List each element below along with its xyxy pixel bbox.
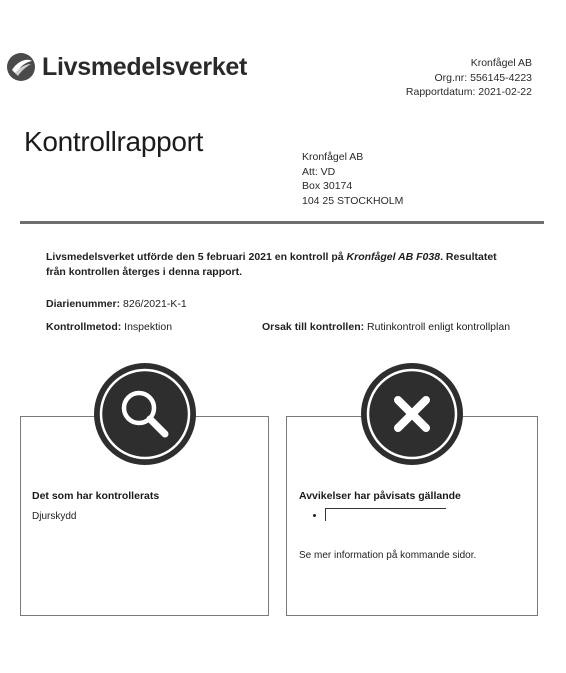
intro-paragraph <box>46 250 516 280</box>
reason-row <box>262 321 510 333</box>
address-line: Att: VD <box>302 165 336 178</box>
intro-company: Kronfågel AB F038 <box>346 251 441 263</box>
header-report-date: Rapportdatum: 2021-02-22 <box>405 86 532 98</box>
address-line: Kronfågel AB <box>302 151 364 163</box>
method-value: Inspektion <box>124 321 173 333</box>
logo-text: Livsmedelsverket <box>42 52 248 81</box>
reason-label: Orsak till kontrollen: <box>262 321 365 333</box>
bullet-icon <box>313 514 316 517</box>
intro-text-1: Livsmedelsverket utförde den 5 februari 2021 en kontroll på <box>46 251 347 263</box>
diarie-label: Diarienummer: <box>46 298 121 310</box>
divider <box>20 221 544 224</box>
recipient-address <box>302 150 403 208</box>
address-line: 104 25 STOCKHOLM <box>302 194 404 207</box>
close-icon <box>360 362 464 466</box>
report-header-info <box>406 56 532 100</box>
checked-item: Djurskydd <box>32 511 77 522</box>
method-label: Kontrollmetod: <box>46 321 122 333</box>
header-org-nr: Org.nr: 556145-4223 <box>434 71 532 84</box>
address-line: Box 30174 <box>302 180 353 192</box>
header-company: Kronfågel AB <box>470 57 532 69</box>
inspection-badge <box>93 362 197 466</box>
diarie-value: 826/2021-K-1 <box>123 298 187 310</box>
deviation-badge <box>360 362 464 466</box>
redacted-mark <box>325 508 446 521</box>
livsmedelsverket-logo-icon <box>6 52 36 82</box>
diarie-row <box>46 298 187 310</box>
logo <box>6 50 247 84</box>
deviations-heading: Avvikelser har påvisats gällande <box>299 490 461 502</box>
reason-value: Rutinkontroll enligt kontrollplan <box>367 321 511 333</box>
checked-heading: Det som har kontrollerats <box>32 490 160 502</box>
deviations-note: Se mer information på kommande sidor. <box>299 550 477 561</box>
intro-text-2: . Resultatet från kontrollen återges i denna rapport. <box>46 251 497 278</box>
page-title: Kontrollrapport <box>24 126 204 157</box>
method-row <box>46 321 172 333</box>
magnifier-icon <box>93 362 197 466</box>
